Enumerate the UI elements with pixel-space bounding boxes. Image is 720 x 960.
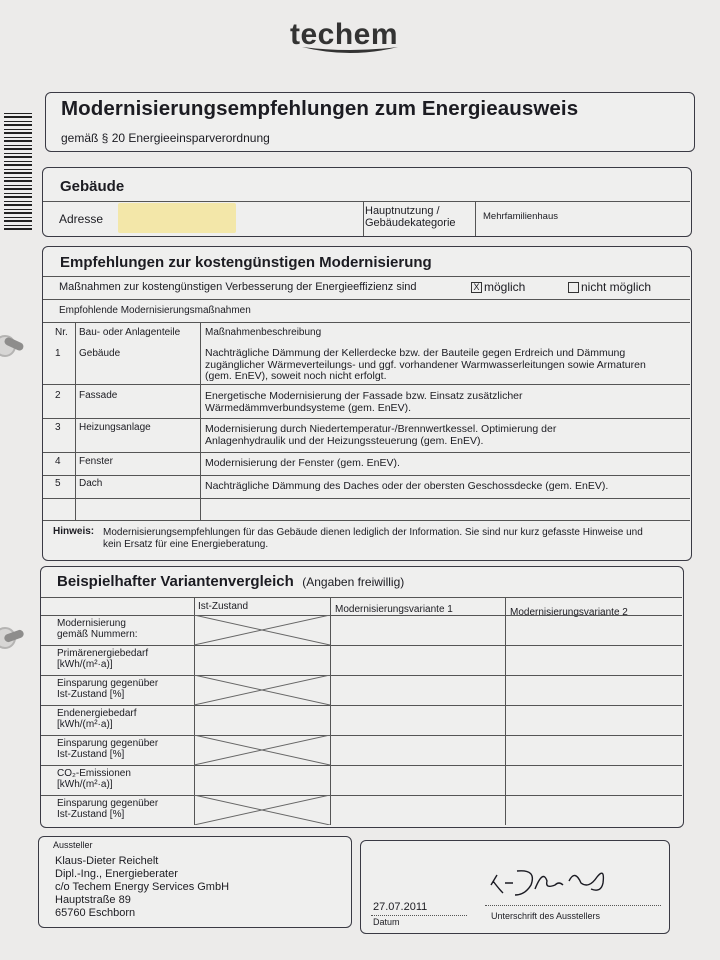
- comparison-row-label-line1: Modernisierung: [57, 618, 126, 629]
- building-section-title: Gebäude: [60, 178, 125, 195]
- comparison-title: [57, 573, 404, 591]
- issuer-street: Hauptstraße 89: [55, 894, 131, 906]
- row-4-component: Fenster: [79, 456, 113, 467]
- row-5-description: Nachträgliche Dämmung des Daches oder der obersten Geschossdecke (gem. EnEV).: [205, 480, 609, 492]
- title-box: [45, 92, 695, 152]
- logo-swoosh: [300, 45, 400, 57]
- option-not-possible-label: nicht möglich: [581, 280, 652, 294]
- address-label: Adresse: [59, 212, 104, 226]
- row-1-nr: 1: [55, 348, 61, 359]
- checkbox-not-possible[interactable]: [568, 282, 579, 293]
- recommendations-box: [42, 246, 692, 561]
- issuer-name: Klaus-Dieter Reichelt: [55, 855, 159, 867]
- row-4-nr: 4: [55, 456, 61, 467]
- col-current-header: Ist-Zustand: [198, 601, 249, 612]
- row-4-description: Modernisierung der Fenster (gem. EnEV).: [205, 457, 400, 469]
- signature-label: Unterschrift des Ausstellers: [491, 911, 601, 921]
- row-2-nr: 2: [55, 390, 61, 401]
- comparison-row-label-line2: [kWh/(m²·a)]: [57, 779, 113, 790]
- page-subtitle: gemäß § 20 Energieeinsparverordnung: [61, 131, 270, 145]
- comparison-row-label-line1: CO₂-Emissionen: [57, 768, 131, 779]
- date-label: Datum: [373, 917, 400, 927]
- comparison-row-divider: [41, 795, 682, 796]
- measures-subheader: Empfohlende Modernisierungsmaßnahmen: [59, 305, 251, 316]
- issuer-label: Aussteller: [53, 840, 93, 850]
- row-5-component: Dach: [79, 478, 103, 489]
- comparison-row-divider: [41, 645, 682, 646]
- col-description-header: Maßnahmenbeschreibung: [205, 327, 322, 338]
- issuer-title: Dipl.-Ing., Energieberater: [55, 868, 178, 880]
- issuer-city: 65760 Eschborn: [55, 907, 136, 919]
- col-nr-header: Nr.: [55, 327, 68, 338]
- col-variant1-header: Modernisierungsvariante 1: [335, 604, 453, 615]
- crossed-out-cell: [194, 735, 330, 765]
- comparison-section-note: (Angaben freiwillig): [302, 575, 405, 589]
- comparison-row-label-line2: gemäß Nummern:: [57, 629, 138, 640]
- page-title: Modernisierungsempfehlungen zum Energieausweis: [61, 97, 579, 120]
- measures-question: Maßnahmen zur kostengünstigen Verbesserung der Energieeffizienz sind: [59, 281, 417, 293]
- usage-label-line2: Gebäudekategorie: [365, 217, 456, 229]
- issuer-company: c/o Techem Energy Services GmbH: [55, 881, 230, 893]
- comparison-row-label-line2: [kWh/(m²·a)]: [57, 719, 113, 730]
- row-1-description: Nachträgliche Dämmung der Kellerdecke bzw. der Bauteile gegen Erdreich und Dämmung zugänglicher Wärmeverteilungs- und ggf. vorhandener Warmwasserleitungen sowie Armaturen (gem. EnEV), soweit noch nicht erfolgt.: [205, 347, 646, 382]
- usage-value: Mehrfamilienhaus: [483, 211, 558, 222]
- usage-label-line1: Hauptnutzung /: [365, 205, 440, 217]
- comparison-section-title: Beispielhafter Variantenvergleich: [57, 573, 294, 590]
- recommendations-section-title: Empfehlungen zur kostengünstigen Modernisierung: [60, 254, 432, 271]
- row-3-nr: 3: [55, 422, 61, 433]
- comparison-row-label-line1: Einsparung gegenüber: [57, 678, 159, 689]
- date-value: 27.07.2011: [373, 901, 428, 913]
- crossed-out-cell: [194, 615, 330, 645]
- note-label: Hinweis:: [53, 526, 95, 537]
- comparison-row-label-line2: [kWh/(m²·a)]: [57, 659, 113, 670]
- comparison-row-divider: [41, 675, 682, 676]
- comparison-row-label-line2: Ist-Zustand [%]: [57, 809, 125, 820]
- comparison-row-label-line2: Ist-Zustand [%]: [57, 749, 125, 760]
- col-component-header: Bau- oder Anlagenteile: [79, 327, 181, 338]
- option-not-possible[interactable]: [568, 280, 651, 294]
- option-possible[interactable]: [471, 280, 525, 294]
- comparison-box: [40, 566, 684, 828]
- row-3-description: Modernisierung durch Niedertemperatur-/Brennwertkessel. Optimierung der Anlagenhydraulik und der Heizungssteuerung (gem. EnEV).: [205, 423, 557, 447]
- row-1-component: Gebäude: [79, 348, 121, 359]
- comparison-row-label-line1: Einsparung gegenüber: [57, 738, 159, 749]
- row-3-component: Heizungsanlage: [79, 422, 151, 433]
- comparison-row-divider: [41, 765, 682, 766]
- crossed-out-cell: [194, 675, 330, 705]
- col-variant2-header: Modernisierungsvariante 2: [510, 607, 628, 618]
- checkbox-possible[interactable]: X: [471, 282, 482, 293]
- signature-box: [360, 840, 670, 934]
- row-2-description: Energetische Modernisierung der Fassade bzw. Einsatz zusätzlicher Wärmedämmverbundsysteme (gem. EnEV).: [205, 390, 523, 414]
- techem-logo: techem: [289, 18, 399, 51]
- barcode: [4, 110, 32, 230]
- comparison-row-label-line1: Endenergiebedarf: [57, 708, 137, 719]
- row-2-component: Fassade: [79, 390, 118, 401]
- note-text: Modernisierungsempfehlungen für das Gebäude dienen lediglich der Information. Sie sind nur kurz gefasste Hinweise und kein Ersatz für eine Energieberatung.: [103, 527, 643, 550]
- address-value-redacted: [118, 203, 236, 233]
- building-box: [42, 167, 692, 237]
- option-possible-label: möglich: [484, 280, 526, 294]
- comparison-row-label-line2: Ist-Zustand [%]: [57, 689, 125, 700]
- comparison-row-label-line1: Primärenergiebedarf: [57, 648, 149, 659]
- comparison-row-label-line1: Einsparung gegenüber: [57, 798, 159, 809]
- crossed-out-cell: [194, 795, 330, 825]
- handwritten-signature: [485, 859, 625, 903]
- comparison-row-divider: [41, 705, 682, 706]
- issuer-box: [38, 836, 352, 928]
- comparison-row-divider: [41, 735, 682, 736]
- row-5-nr: 5: [55, 478, 61, 489]
